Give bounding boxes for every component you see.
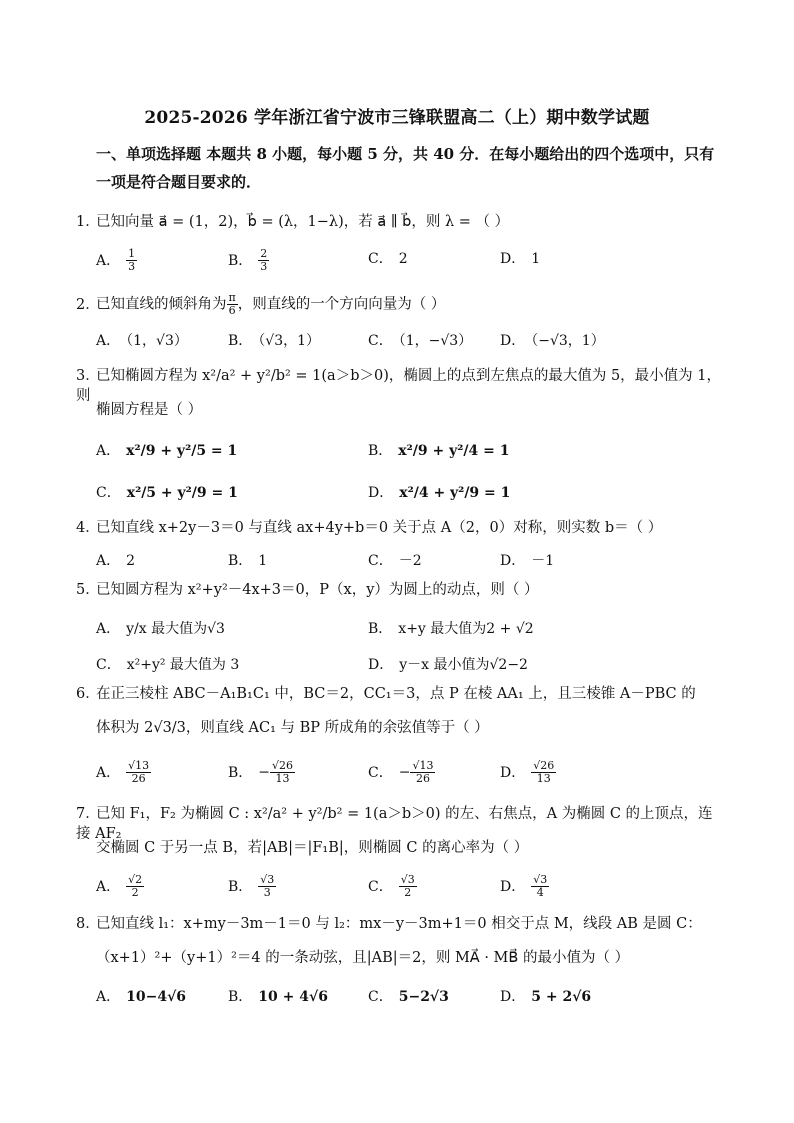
option-d[interactable]: D． 5 + 2√6 xyxy=(500,989,592,1005)
fraction: $\frac{√13}{26}$ xyxy=(412,759,434,785)
option-c[interactable]: C． − $\frac{√13}{26}$ xyxy=(368,759,434,785)
question-text: 已知向量 a⃗ = (1，2)，b⃗ = (λ，1−λ)，若 a⃗ ∥ b⃗，则 λ = （ ） xyxy=(96,214,510,230)
fraction: $\frac{√3}{2}$ xyxy=(400,873,415,899)
option-a[interactable]: A． （1，√3） xyxy=(96,333,188,349)
option-d[interactable]: D． x²/4 + y²/9 = 1 xyxy=(368,485,511,501)
question-5-options-row2 xyxy=(96,654,716,684)
question-number: 3． xyxy=(76,368,100,384)
question-3: 3．已知椭圆方程为 x²/a² + y²/b² = 1(a＞b＞0)，椭圆上的点到左焦点的最大值为 5，最小值为 1，则 椭圆方程是（ ） xyxy=(76,368,722,418)
question-1 xyxy=(76,212,726,232)
question-text-line2: 交椭圆 C 于另一点 B，若|AB|＝|F₁B|，则椭圆 C 的离心率为（ ） xyxy=(96,840,529,856)
option-b[interactable]: B． x²/9 + y²/4 = 1 xyxy=(368,443,510,459)
option-c[interactable]: C． x²/5 + y²/9 = 1 xyxy=(96,485,238,501)
fraction: $\frac{\pi}{6}$ xyxy=(228,291,236,317)
question-5: 5．已知圆方程为 x²+y²－4x+3＝0，P（x，y）为圆上的动点，则（ ） xyxy=(76,582,539,598)
option-d[interactable]: D． （−√3，1） xyxy=(500,333,605,349)
section-heading xyxy=(96,140,726,196)
fraction: $\frac{√3}{3}$ xyxy=(260,873,275,899)
question-6: 6．在正三棱柱 ABC－A₁B₁C₁ 中，BC＝2，CC₁＝3，点 P 在棱 AA₁ 上，且三棱锥 A－PBC 的 体积为 2√3/3，则直线 AC₁ 与 BP 所成角的余弦值等于（ ） xyxy=(76,686,696,736)
option-a[interactable]: A． 10−4√6 xyxy=(96,989,187,1005)
option-d[interactable]: D． 1 xyxy=(500,251,541,267)
option-c[interactable]: C． －2 xyxy=(368,553,422,569)
option-c[interactable]: C． 2 xyxy=(368,251,408,267)
fraction: $\frac{√13}{26}$ xyxy=(128,759,150,785)
option-b[interactable]: B． $\frac{2}{3}$ xyxy=(228,247,268,273)
question-number: 1． xyxy=(76,214,100,230)
option-b[interactable]: B． 1 xyxy=(228,553,268,569)
question-number: 8． xyxy=(76,916,100,932)
option-c[interactable]: C． （1，−√3） xyxy=(368,333,473,349)
question-1-options xyxy=(96,248,716,278)
option-b[interactable]: B． − $\frac{√26}{13}$ xyxy=(228,759,294,785)
fraction: $\frac{√26}{13}$ xyxy=(533,759,555,785)
option-a[interactable]: A． x²/9 + y²/5 = 1 xyxy=(96,443,238,459)
section-heading-line2: 一项是符合题目要求的． xyxy=(96,173,262,191)
section-heading-line1: 一、单项选择题 本题共 8 小题，每小题 5 分，共 40 分．在每小题给出的四个选项中，只有 xyxy=(96,145,715,163)
question-8-options xyxy=(96,986,716,1016)
question-number: 6． xyxy=(76,686,100,702)
fraction: $\frac{2}{3}$ xyxy=(260,247,268,273)
fraction: $\frac{√2}{2}$ xyxy=(128,873,143,899)
question-number: 5． xyxy=(76,582,100,598)
option-b[interactable]: B． 10 + 4√6 xyxy=(228,989,328,1005)
question-number: 7． xyxy=(76,806,100,822)
option-a[interactable]: A． $\frac{√2}{2}$ xyxy=(96,873,143,899)
question-2: 2．已知直线的倾斜角为 $\frac{\pi}{6}$ ，则直线的一个方向向量为（ ） xyxy=(76,291,446,317)
fraction: $\frac{√3}{4}$ xyxy=(533,873,548,899)
question-6-options xyxy=(96,760,716,790)
question-3-options-row2 xyxy=(96,482,716,512)
option-a[interactable]: A． 2 xyxy=(96,553,136,569)
question-4: 4．已知直线 x+2y－3＝0 与直线 ax+4y+b＝0 关于点 A（2，0）对称，则实数 b＝（ ） xyxy=(76,520,663,536)
option-a[interactable]: A． $\frac{1}{3}$ xyxy=(96,247,136,273)
fraction: $\frac{√26}{13}$ xyxy=(272,759,294,785)
option-b[interactable]: B． x+y 最大值为2 + √2 xyxy=(368,621,534,637)
option-d[interactable]: D． y－x 最小值为√2−2 xyxy=(368,657,528,673)
option-b[interactable]: B． （√3，1） xyxy=(228,333,321,349)
question-3-options-row1 xyxy=(96,440,716,470)
page-title: 2025-2026 学年浙江省宁波市三锋联盟高二（上）期中数学试题 xyxy=(144,108,650,128)
option-d[interactable]: D． －1 xyxy=(500,553,555,569)
question-7: 7．已知 F₁，F₂ 为椭圆 C : x²/a² + y²/b² = 1(a＞b＞0) 的左、右焦点，A 为椭圆 C 的上顶点，连接 AF₂ 交椭圆 C 于另一点 B，若|AB|＝|F₁B|，则椭圆 C 的离心率为（ ） xyxy=(76,806,713,856)
question-2-options xyxy=(96,330,716,360)
option-d[interactable]: D． $\frac{√3}{4}$ xyxy=(500,873,548,899)
option-c[interactable]: C． $\frac{√3}{2}$ xyxy=(368,873,415,899)
question-4-options xyxy=(96,550,716,580)
fraction: $\frac{1}{3}$ xyxy=(128,247,136,273)
option-d[interactable]: D． $\frac{√26}{13}$ xyxy=(500,759,555,785)
question-7-options xyxy=(96,874,716,904)
option-c[interactable]: C． 5−2√3 xyxy=(368,989,449,1005)
option-a[interactable]: A． $\frac{√13}{26}$ xyxy=(96,759,150,785)
question-number: 2． xyxy=(76,296,100,313)
question-number: 4． xyxy=(76,520,100,536)
question-text-line2: 椭圆方程是（ ） xyxy=(96,402,203,418)
question-5-options-row1 xyxy=(96,618,716,648)
option-b[interactable]: B． $\frac{√3}{3}$ xyxy=(228,873,275,899)
question-text-line2: 体积为 2√3/3，则直线 AC₁ 与 BP 所成角的余弦值等于（ ） xyxy=(96,720,489,736)
question-text-line2: （x+1）²+（y+1）²＝4 的一条动弦，且|AB|＝2，则 MA⃗ · MB⃗ 的最小值为（ ） xyxy=(96,950,630,966)
question-8: 8．已知直线 l₁：x+my－3m－1＝0 与 l₂：mx－y－3m+1＝0 相交于点 M，线段 AB 是圆 C： （x+1）²+（y+1）²＝4 的一条动弦，且|AB|＝2，则 MA⃗ · MB⃗ 的最小值为（ ） xyxy=(76,916,702,966)
option-c[interactable]: C． x²+y² 最大值为 3 xyxy=(96,657,240,673)
option-a[interactable]: A． y/x 最大值为√3 xyxy=(96,621,225,637)
